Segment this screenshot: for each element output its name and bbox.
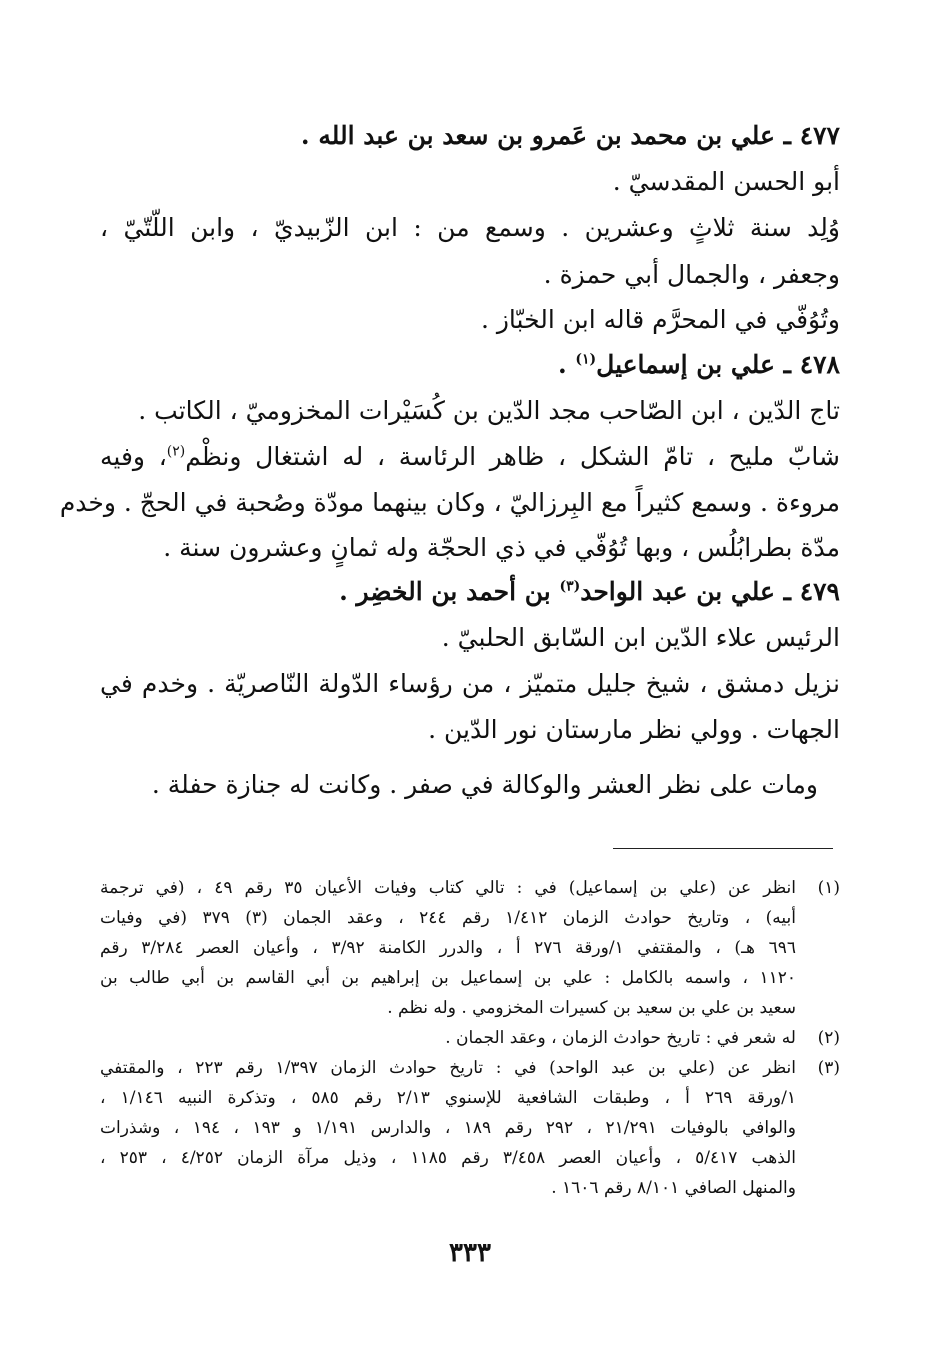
- entry-name: علي بن إسماعيل: [596, 350, 775, 379]
- entry-477: [100, 118, 840, 338]
- footnote-ref: (٢): [166, 443, 186, 460]
- entry-line: وجعفر ، والجمال أبي حمزة .: [543, 260, 840, 289]
- entry-heading-tail: .: [557, 350, 576, 379]
- footnotes: [100, 876, 840, 1216]
- entry-name: علي بن محمد بن عَمرو بن سعد بن عبد الله .: [300, 121, 775, 150]
- entry-line: وتُوُفّي في المحرَّم قاله ابن الخبّاز .: [480, 305, 840, 334]
- entry-line: الرئيس علاء الدّين ابن السّابق الحلبيّ .: [441, 623, 840, 652]
- entry-heading-tail: بن أحمد بن الخضِر .: [339, 577, 560, 606]
- entry-line: نزيل دمشق ، شيخ جليل متميّز ، من رؤساء الدّولة النّاصريّة . وخدم في: [100, 669, 840, 698]
- entry-number: ٤٧٨ ـ: [783, 350, 840, 379]
- page-number: ٣٣٣: [449, 1238, 491, 1268]
- entry-line: مدّة بطرابُلُس ، وبها تُوُفّي في ذي الحجّة وله ثمانٍ وعشرون سنة .: [163, 533, 840, 562]
- footnote-number: (٣): [817, 1058, 840, 1078]
- footnote-line: سعيد بن علي بن سعيد بن كسيرات المخزومي . وله نظم .: [387, 998, 796, 1018]
- footnote-line: ١١٢٠ ، واسمه بالكامل : علي بن إسماعيل بن إبراهيم بن أبي القاسم بن أبي طالب بن: [100, 968, 796, 988]
- entry-479: [100, 574, 840, 804]
- footnote-line: والمنهل الصافي ٨/١٠١ رقم ١٦٠٦ .: [551, 1178, 796, 1198]
- footnote-line: انظر عن (علي بن عبد الواحد) في : تاريخ حوادث الزمان ١/٣٩٧ رقم ٢٢٣ ، والمقتفي: [100, 1058, 797, 1078]
- footnote-divider: [613, 848, 833, 849]
- entry-heading: [100, 347, 840, 383]
- entry-number: ٤٧٩ ـ: [783, 577, 840, 606]
- footnote-line: انظر عن (علي بن إسماعيل) في : تالي كتاب وفيات الأعيان ٣٥ رقم ٤٩ ، (في ترجمة: [100, 878, 796, 898]
- entry-line: الجهات . وولي نظر مارستان نور الدّين .: [428, 715, 840, 744]
- entry-line-text: شابّ مليح ، تامّ الشكل ، ظاهر الرئاسة ، له اشتغال ونظْم: [185, 442, 840, 471]
- entry-line: وُلِد سنة ثلاثٍ وعشرين . وسمع من : ابن الزّبيديّ ، وابن اللّتّيّ ،: [100, 213, 840, 242]
- footnote-number: (٢): [817, 1028, 840, 1048]
- entry-line: ومات على نظر العشر والوكالة في صفر . وكانت له جنازة حفلة .: [151, 770, 818, 799]
- footnote-number: (١): [817, 878, 840, 898]
- footnote-line: له شعر في : تاريخ حوادث الزمان ، وعقد الجمان .: [445, 1028, 796, 1048]
- footnote-line: ١/ورقة ٢٦٩ أ ، وطبقات الشافعية للإسنوي ٢/١٣ رقم ٥٨٥ ، وتذكرة النبيه ١/١٤٦ ،: [100, 1088, 796, 1108]
- footnote-line: والوافي بالوفيات ٢١/٢٩١ ، ٢٩٢ رقم ١٨٩ ، والدارس ١/١٩١ و ١٩٣ ، ١٩٤ ، وشذرات: [100, 1118, 796, 1138]
- entry-heading: [100, 118, 840, 154]
- entry-line-with-note: [100, 439, 840, 475]
- entry-line: مروءة . وسمع كثيراً مع البِرزاليّ ، وكان بينهما مودّة وصُحبة في الحجّ . وخدم: [59, 488, 840, 517]
- entry-line: تاج الدّين ، ابن الصّاحب مجد الدّين بن كُسَيْرات المخزوميّ ، الكاتب .: [138, 396, 840, 425]
- entry-line: أبو الحسن المقدسيّ .: [612, 167, 840, 196]
- footnote-ref: (١): [575, 351, 597, 368]
- footnote-line: أبيه) ، وتاريخ حوادث الزمان ١/٤١٢ رقم ٢٤٤ ، وعقد الجمان (٣) ٣٧٩ (في وفيات: [100, 908, 797, 928]
- entry-number: ٤٧٧ ـ: [783, 121, 840, 150]
- footnote-line: الذهب ٥/٤١٧ ، وأعيان العصر ٣/٤٥٨ رقم ١١٨٥ ، وذيل مرآة الزمان ٤/٢٥٢ ، ٢٥٣ ،: [100, 1148, 797, 1168]
- entry-name: علي بن عبد الواحد: [580, 577, 775, 606]
- entry-478: [59, 347, 840, 562]
- entry-line-tail: ، وفيه: [100, 442, 167, 471]
- footnote-line: ٦٩٦ هـ) ، والمقتفي ١/ورقة ٢٧٦ أ ، والدرر الكامنة ٣/٩٢ ، وأعيان العصر ٣/٢٨٤ رقم: [100, 938, 797, 958]
- entry-heading: [100, 574, 840, 610]
- footnote-ref: (٣): [559, 578, 581, 595]
